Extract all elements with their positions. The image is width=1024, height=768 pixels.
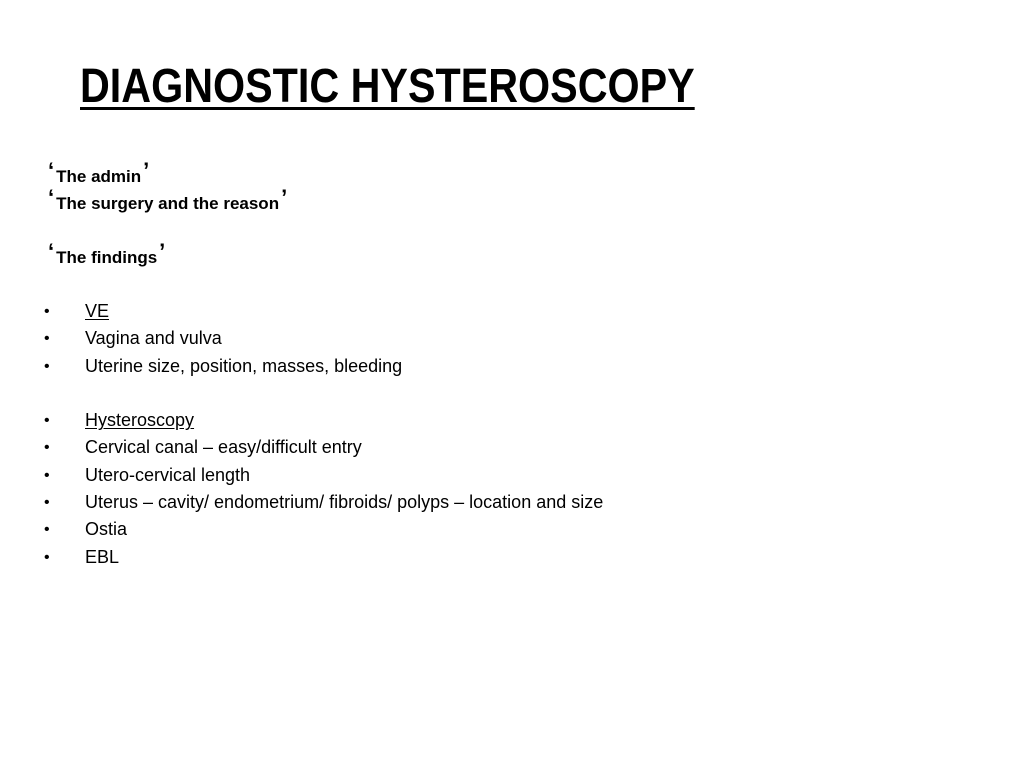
- heading-surgery: [48, 185, 288, 215]
- list-item: [44, 462, 603, 489]
- bullet-icon: •: [44, 494, 50, 512]
- close-quote: ’: [281, 185, 288, 210]
- heading-admin: [48, 158, 287, 188]
- section-heading-text: VE: [85, 301, 110, 321]
- heading-text: The surgery and the reason: [56, 194, 280, 213]
- list-item: [44, 353, 603, 380]
- findings-list: [44, 298, 603, 571]
- list-item-text: Uterine size, position, masses, bleeding: [85, 355, 403, 376]
- section-heading-hysteroscopy: [44, 407, 603, 434]
- bullet-icon: •: [44, 466, 50, 484]
- bullet-icon: •: [44, 439, 50, 457]
- list-item: [44, 325, 603, 352]
- list-item: [44, 544, 603, 571]
- list-item-text: Utero-cervical length: [85, 464, 251, 485]
- intro-headings: [48, 158, 288, 269]
- list-item-text: Ostia: [85, 519, 128, 540]
- open-quote: ‘: [48, 158, 55, 183]
- list-item-text: Uterus – cavity/ endometrium/ fibroids/ polyps – location and size: [85, 492, 604, 513]
- close-quote: ’: [143, 158, 150, 183]
- bullet-icon: •: [44, 303, 50, 320]
- close-quote: ’: [159, 239, 166, 264]
- list-item: [44, 434, 603, 461]
- heading-findings: [48, 239, 287, 269]
- heading-text: The findings: [56, 248, 158, 267]
- list-item-text: Vagina and vulva: [85, 328, 222, 349]
- open-quote: ‘: [48, 239, 55, 264]
- section-heading-ve: [44, 298, 603, 325]
- list-item: [44, 516, 603, 543]
- heading-text: The admin: [56, 167, 142, 186]
- slide-title: DIAGNOSTIC HYSTEROSCOPY: [80, 60, 695, 113]
- bullet-icon: •: [44, 521, 50, 539]
- bullet-icon: •: [44, 548, 50, 566]
- list-item-text: Cervical canal – easy/difficult entry: [85, 437, 362, 458]
- list-item-text: EBL: [85, 546, 120, 567]
- bullet-icon: •: [44, 357, 50, 375]
- bullet-icon: •: [44, 412, 50, 430]
- list-item: [44, 489, 603, 516]
- bullet-icon: •: [44, 330, 50, 348]
- section-heading-text: Hysteroscopy: [85, 410, 195, 431]
- open-quote: ‘: [48, 185, 55, 210]
